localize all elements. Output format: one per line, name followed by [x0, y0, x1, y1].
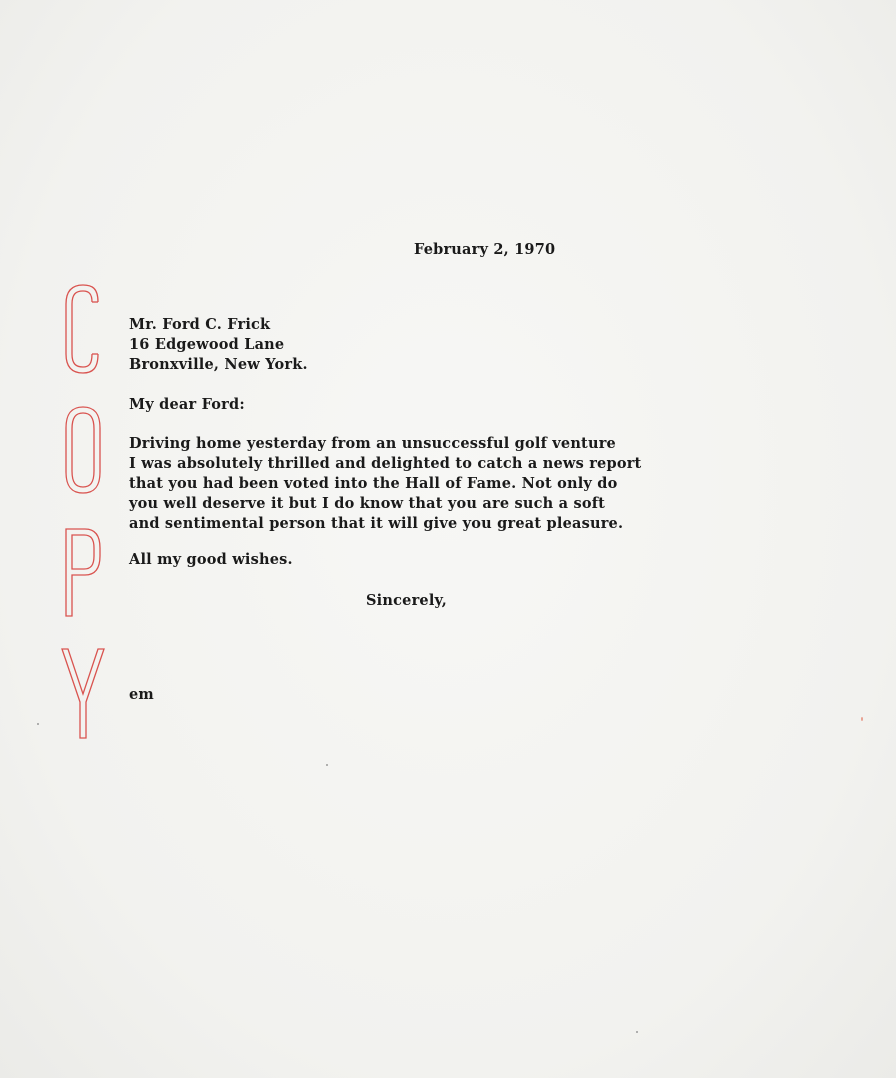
recipient-street: 16 Edgewood Lane: [129, 336, 285, 353]
paper-speck: [636, 1031, 638, 1033]
body-line: I was absolutely thrilled and delighted to catch a news report: [129, 455, 642, 472]
paper-speck: [861, 717, 863, 721]
paper-speck: [37, 723, 39, 725]
closing: Sincerely,: [366, 592, 448, 609]
stamp-letter-o: [66, 407, 100, 493]
copy-stamp: [58, 282, 108, 742]
letter-date: February 2, 1970: [414, 241, 556, 258]
body-line: and sentimental person that it will give you great pleasure.: [129, 515, 624, 532]
salutation: My dear Ford:: [129, 396, 245, 413]
body-line: you well deserve it but I do know that you are such a soft: [129, 495, 606, 512]
good-wishes: All my good wishes.: [129, 551, 293, 568]
paper-speck: [326, 764, 328, 766]
stamp-letter-c: [66, 285, 98, 373]
typist-initials: em: [129, 686, 154, 703]
body-line: Driving home yesterday from an unsuccessful golf venture: [129, 435, 616, 452]
recipient-city: Bronxville, New York.: [129, 356, 308, 373]
recipient-name: Mr. Ford C. Frick: [129, 316, 271, 333]
stamp-letter-y: [62, 649, 104, 738]
stamp-letter-p: [66, 529, 100, 616]
body-line: that you had been voted into the Hall of Fame. Not only do: [129, 475, 618, 492]
